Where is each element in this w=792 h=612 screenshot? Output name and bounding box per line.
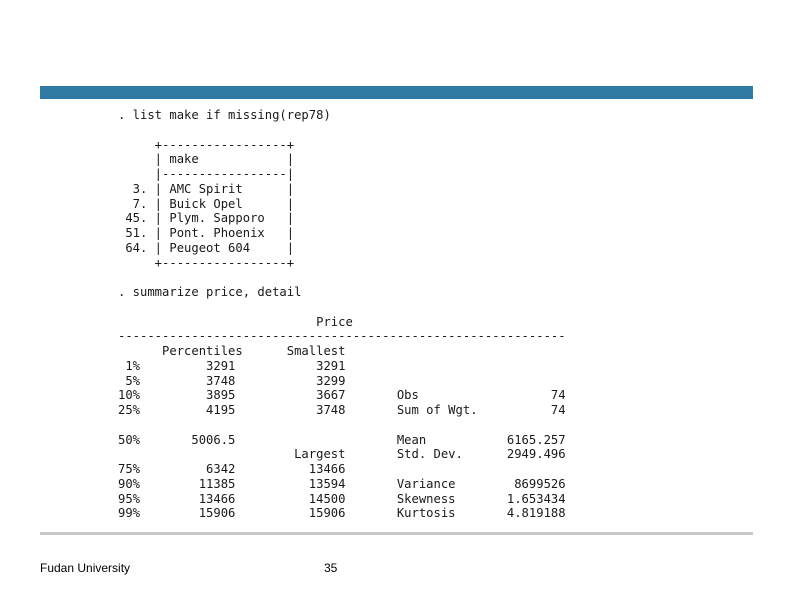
header-bar [40,86,753,99]
page-number: 35 [324,561,338,575]
stata-output-screenshot: . list make if missing(rep78) +-----------------+ | make | |-----------------| 3. | AMC Spirit | 7. | Buick Opel | 45. | Plym. Sapporo | 51. | Pont. Phoenix | 64. | Peugeot 604 | +-----------------+ . summarize price, detail Price ------------------------------------------------------------- Percentiles Smallest 1% 3291 3291 5% 3748 3299 10% 3895 3667 Obs 74 25% 4195 3748 Sum of Wgt. 74 50% 5006.5 Mean 6165.257 Largest Std. Dev. 2949.496 75% 6342 13466 90% 11385 13594 Variance 8699526 95% 13466 14500 Skewness 1.653434 99% 15906 15906 Kurtosis 4.819188 [118,108,566,521]
footer-institution: Fudan University [40,561,131,575]
footer-rule [40,532,753,535]
